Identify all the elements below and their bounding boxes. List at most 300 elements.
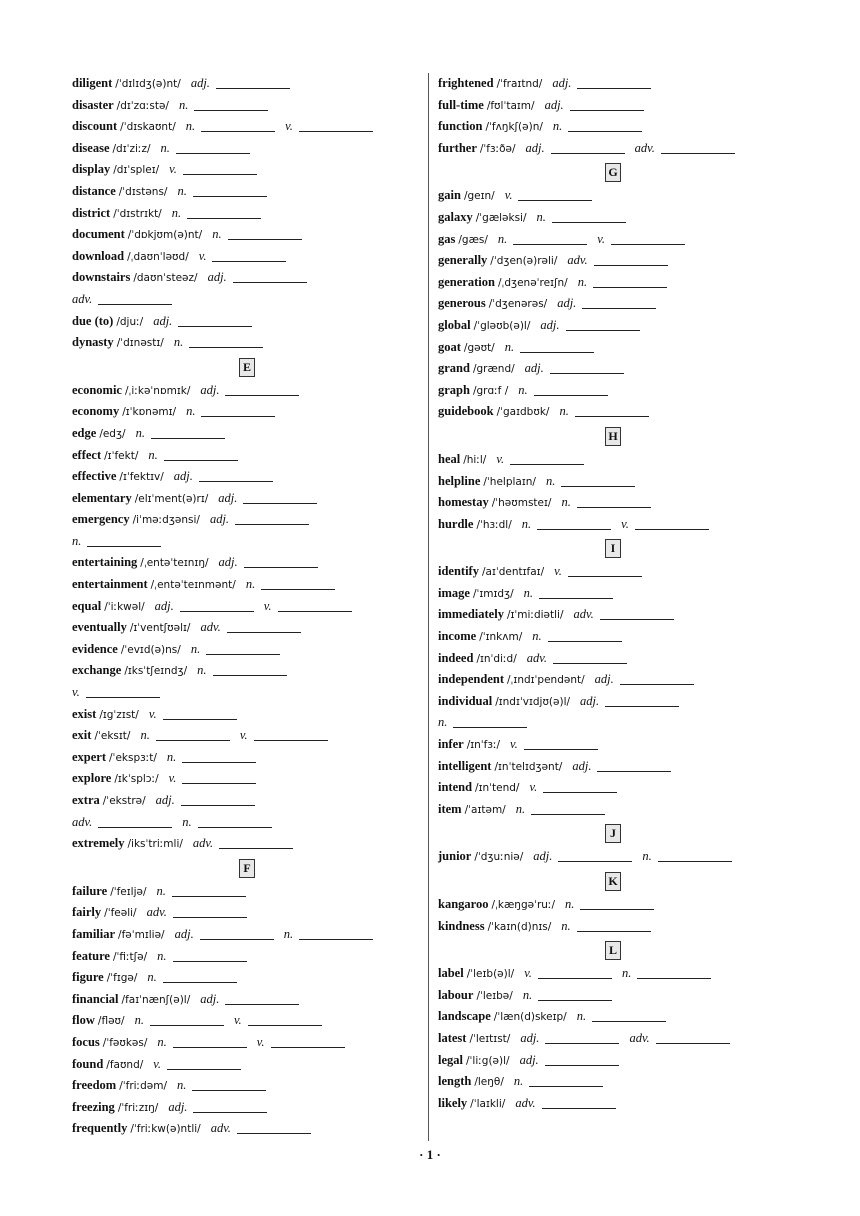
part-of-speech: n.: [561, 918, 571, 933]
answer-blank[interactable]: [151, 425, 225, 439]
answer-blank[interactable]: [172, 883, 246, 897]
part-of-speech: v.: [597, 231, 606, 246]
vocab-entry: [72, 73, 422, 95]
phonetic-transcription: /ˌɪndɪˈpendənt/: [507, 674, 585, 687]
part-of-speech: n.: [157, 1034, 167, 1049]
answer-blank[interactable]: [163, 969, 237, 983]
part-of-speech: adj.: [200, 382, 220, 397]
vocab-entry: [438, 626, 788, 648]
part-of-speech: v.: [153, 1056, 162, 1071]
vocab-word: gas: [438, 231, 456, 246]
answer-blank[interactable]: [180, 598, 254, 612]
part-of-speech: n.: [134, 1013, 144, 1028]
answer-blank[interactable]: [181, 792, 255, 806]
answer-blank[interactable]: [550, 360, 624, 374]
answer-blank[interactable]: [537, 516, 611, 530]
answer-blank[interactable]: [201, 118, 275, 132]
answer-blank[interactable]: [193, 1099, 267, 1113]
answer-blank[interactable]: [510, 451, 584, 465]
vocab-entry: [438, 514, 788, 536]
part-of-speech: n.: [140, 728, 150, 743]
answer-blank[interactable]: [199, 468, 273, 482]
answer-blank[interactable]: [658, 848, 732, 862]
section-letter: I: [605, 539, 621, 558]
answer-blank[interactable]: [225, 991, 299, 1005]
answer-blank[interactable]: [531, 801, 605, 815]
part-of-speech: adj.: [190, 76, 210, 90]
section-letter: H: [605, 427, 621, 446]
part-of-speech: n.: [559, 404, 569, 419]
answer-blank[interactable]: [582, 295, 656, 309]
answer-blank[interactable]: [518, 187, 592, 201]
answer-blank[interactable]: [548, 628, 622, 642]
part-of-speech: adj.: [525, 140, 545, 155]
answer-blank[interactable]: [156, 727, 230, 741]
answer-blank[interactable]: [212, 248, 286, 262]
part-of-speech: n.: [518, 382, 528, 397]
part-of-speech: n.: [283, 926, 294, 941]
answer-blank[interactable]: [163, 706, 237, 720]
vocab-word: generally: [438, 253, 488, 268]
vocab-entry: [438, 712, 788, 734]
vocab-entry: [72, 768, 422, 790]
part-of-speech: n.: [545, 473, 556, 488]
phonetic-transcription: /ɪgˈzɪst/: [99, 708, 139, 721]
answer-blank[interactable]: [198, 814, 272, 828]
part-of-speech: adv.: [210, 1121, 231, 1136]
answer-blank[interactable]: [577, 494, 651, 508]
phonetic-transcription: /ɪˈfekt/: [104, 449, 139, 462]
answer-blank[interactable]: [219, 835, 293, 849]
part-of-speech: n.: [157, 948, 167, 963]
answer-blank[interactable]: [200, 926, 274, 940]
answer-blank[interactable]: [216, 75, 290, 89]
phonetic-transcription: /ɪnˈdiːd/: [476, 652, 517, 665]
answer-blank[interactable]: [167, 1056, 241, 1070]
answer-blank[interactable]: [178, 313, 252, 327]
part-of-speech: n.: [178, 97, 189, 112]
phonetic-transcription: /ˈdʒuːniə/: [474, 851, 524, 864]
vocab-entry: [72, 138, 422, 160]
phonetic-transcription: /ˈfɜːðə/: [479, 142, 516, 155]
vocab-word: emergency: [72, 512, 130, 527]
answer-blank[interactable]: [183, 161, 257, 175]
vocab-word: focus: [72, 1034, 100, 1049]
answer-blank[interactable]: [206, 641, 280, 655]
vocab-word: failure: [72, 883, 108, 898]
answer-blank[interactable]: [551, 140, 625, 154]
vocab-word: effect: [72, 447, 102, 462]
answer-blank[interactable]: [227, 619, 301, 633]
vocab-word: equal: [72, 598, 102, 613]
part-of-speech: adj.: [154, 598, 174, 613]
answer-blank[interactable]: [539, 585, 613, 599]
part-of-speech: adj.: [544, 97, 564, 112]
vocab-word: financial: [72, 991, 119, 1006]
part-of-speech: adv.: [192, 836, 214, 851]
vocab-entry: [72, 203, 422, 225]
answer-blank[interactable]: [248, 1012, 322, 1026]
answer-blank[interactable]: [98, 291, 172, 305]
answer-blank[interactable]: [656, 1030, 730, 1044]
vocab-entry: [72, 574, 422, 596]
vocab-word: further: [438, 140, 477, 155]
part-of-speech: adj.: [519, 1052, 539, 1067]
vocab-word: likely: [438, 1095, 468, 1110]
phonetic-transcription: /ˈevɪd(ə)ns/: [120, 643, 181, 656]
vocab-word: extra: [72, 793, 100, 807]
answer-blank[interactable]: [568, 118, 642, 132]
phonetic-transcription: /ˈleɪb(ə)l/: [466, 968, 515, 981]
vocab-entry: [72, 989, 422, 1011]
part-of-speech: n.: [212, 227, 222, 242]
vocab-word: kangaroo: [438, 897, 489, 911]
section-letter: E: [239, 358, 255, 377]
vocab-entry: [72, 1097, 422, 1119]
answer-blank[interactable]: [243, 490, 317, 504]
part-of-speech: adv.: [629, 1030, 650, 1045]
phonetic-transcription: /ˈdʒen(ə)rəli/: [490, 255, 558, 268]
answer-blank[interactable]: [594, 252, 668, 266]
answer-blank[interactable]: [228, 226, 302, 240]
answer-blank[interactable]: [225, 382, 299, 396]
part-of-speech: adj.: [153, 313, 173, 328]
section-letter-row: [438, 868, 788, 894]
part-of-speech: adj.: [155, 793, 175, 807]
vocab-word: goat: [438, 339, 461, 354]
vocab-word: item: [438, 801, 462, 816]
answer-blank[interactable]: [237, 1120, 311, 1134]
vocab-word: exist: [72, 706, 97, 721]
vocab-entry: [438, 293, 788, 315]
vocab-entry: [72, 596, 422, 618]
phonetic-transcription: /ˈfeəli/: [104, 907, 137, 920]
vocab-entry: [72, 881, 422, 903]
answer-blank[interactable]: [597, 758, 671, 772]
part-of-speech: adj.: [207, 270, 227, 285]
vocab-word: diligent: [72, 76, 113, 90]
vocab-entry: [438, 471, 788, 493]
part-of-speech: n.: [185, 119, 196, 134]
phonetic-transcription: /ɪnˈtend/: [475, 782, 520, 795]
answer-blank[interactable]: [173, 904, 247, 918]
part-of-speech: adj.: [557, 296, 577, 311]
part-of-speech: v.: [529, 780, 538, 795]
vocab-entry: [438, 756, 788, 778]
section-letter-row: [438, 820, 788, 846]
phonetic-transcription: /ˌentəˈteɪnmənt/: [150, 579, 236, 592]
vocab-entry: [438, 185, 788, 207]
right-column: [438, 73, 788, 1114]
vocab-entry: [438, 315, 788, 337]
phonetic-transcription: /ˈgləʊb(ə)l/: [473, 319, 531, 332]
vocab-entry: [72, 1010, 422, 1032]
part-of-speech: adj.: [520, 1030, 540, 1045]
part-of-speech: v.: [504, 188, 513, 203]
part-of-speech: n.: [166, 749, 177, 764]
phonetic-transcription: /ˈdɪstəns/: [118, 185, 168, 198]
phonetic-transcription: /ˈfraɪtnd/: [496, 78, 543, 90]
phonetic-transcription: /ɪnˈfɜː/: [466, 739, 501, 752]
phonetic-transcription: /iˈməːdʒənsi/: [132, 514, 200, 527]
answer-blank[interactable]: [235, 511, 309, 525]
vocab-word: flow: [72, 1013, 95, 1028]
answer-blank[interactable]: [193, 183, 267, 197]
answer-blank[interactable]: [577, 918, 651, 932]
vocab-entry: [72, 682, 422, 704]
part-of-speech: adj.: [218, 490, 238, 505]
answer-blank[interactable]: [150, 1012, 224, 1026]
phonetic-transcription: /ˌkæŋgəˈruː/: [491, 899, 556, 911]
answer-blank[interactable]: [453, 714, 527, 728]
part-of-speech: n.: [561, 495, 571, 510]
phonetic-transcription: /ˈekspɜːt/: [109, 751, 157, 764]
answer-blank[interactable]: [182, 770, 256, 784]
answer-blank[interactable]: [173, 1034, 247, 1048]
vocab-word: independent: [438, 672, 504, 687]
answer-blank[interactable]: [271, 1034, 345, 1048]
part-of-speech: n.: [565, 897, 575, 911]
part-of-speech: adj.: [594, 672, 614, 687]
answer-blank[interactable]: [538, 987, 612, 1001]
answer-blank[interactable]: [534, 382, 608, 396]
answer-blank[interactable]: [98, 814, 172, 828]
answer-blank[interactable]: [278, 598, 352, 612]
part-of-speech: n.: [532, 629, 542, 644]
part-of-speech: adv.: [72, 814, 93, 829]
answer-blank[interactable]: [637, 965, 711, 979]
phonetic-transcription: /dɪˈspleɪ/: [113, 164, 160, 177]
vocab-entry: [438, 561, 788, 583]
answer-blank[interactable]: [213, 662, 287, 676]
part-of-speech: adj.: [524, 361, 544, 376]
vocab-word: evidence: [72, 641, 118, 656]
part-of-speech: n.: [135, 425, 145, 440]
vocab-entry: [72, 531, 422, 553]
answer-blank[interactable]: [189, 334, 263, 348]
vocab-word: eventually: [72, 620, 127, 635]
vocab-entry: [72, 1032, 422, 1054]
vocab-word: indeed: [438, 650, 474, 665]
answer-blank[interactable]: [176, 140, 250, 154]
vocab-word: frequently: [72, 1121, 128, 1136]
part-of-speech: adj.: [533, 849, 553, 864]
answer-blank[interactable]: [542, 1095, 616, 1109]
phonetic-transcription: /ˈdʒenərəs/: [488, 298, 548, 311]
answer-blank[interactable]: [182, 749, 256, 763]
vocab-entry: [72, 95, 422, 117]
vocab-word: district: [72, 205, 111, 220]
answer-blank[interactable]: [529, 1073, 603, 1087]
vocab-word: generous: [438, 296, 486, 311]
vocab-entry: [438, 73, 788, 95]
answer-blank[interactable]: [592, 1008, 666, 1022]
phonetic-transcription: /ˈɪmɪdʒ/: [472, 587, 514, 600]
part-of-speech: adv.: [526, 650, 547, 665]
vocab-entry: [438, 691, 788, 713]
vocab-entry: [438, 604, 788, 626]
answer-blank[interactable]: [545, 1030, 619, 1044]
phonetic-transcription: /ˈfəʊkəs/: [102, 1036, 148, 1049]
vocab-entry: [72, 833, 422, 855]
answer-blank[interactable]: [543, 779, 617, 793]
answer-blank[interactable]: [570, 97, 644, 111]
section-letter: F: [239, 859, 255, 878]
vocab-word: hurdle: [438, 516, 474, 531]
part-of-speech: v.: [169, 162, 177, 177]
vocab-word: global: [438, 317, 471, 332]
answer-blank[interactable]: [558, 848, 632, 862]
vocab-word: document: [72, 227, 125, 242]
phonetic-transcription: /ˈeksɪt/: [94, 730, 131, 743]
part-of-speech: v.: [621, 516, 629, 531]
vocab-word: effective: [72, 469, 117, 484]
vocab-entry: [438, 207, 788, 229]
vocab-word: galaxy: [438, 209, 473, 224]
part-of-speech: v.: [554, 564, 562, 579]
phonetic-transcription: /ˌdʒenəˈreɪʃn/: [497, 276, 568, 289]
phonetic-transcription: /ˈfʌŋkʃ(ə)n/: [485, 121, 543, 134]
answer-blank[interactable]: [568, 563, 642, 577]
part-of-speech: n.: [621, 966, 632, 981]
answer-blank[interactable]: [580, 896, 654, 910]
column-divider: [428, 73, 429, 1141]
vocab-word: edge: [72, 425, 97, 440]
part-of-speech: n.: [171, 205, 182, 220]
phonetic-transcription: /ˈdɪstrɪkt/: [113, 207, 162, 220]
answer-blank[interactable]: [86, 684, 160, 698]
vocab-entry: [438, 1006, 788, 1028]
phonetic-transcription: /ˈgæləksi/: [475, 211, 527, 224]
vocab-entry: [438, 250, 788, 272]
vocab-word: economy: [72, 404, 120, 419]
part-of-speech: adv.: [573, 607, 594, 622]
vocab-entry: [72, 181, 422, 203]
vocab-word: guidebook: [438, 404, 494, 419]
answer-blank[interactable]: [513, 231, 587, 245]
answer-blank[interactable]: [194, 97, 268, 111]
phonetic-transcription: /ˈhɜːdl/: [476, 518, 512, 531]
answer-blank[interactable]: [192, 1077, 266, 1091]
part-of-speech: n.: [148, 447, 158, 462]
answer-blank[interactable]: [605, 693, 679, 707]
answer-blank[interactable]: [661, 140, 735, 154]
phonetic-transcription: /ˈhelplaɪn/: [483, 475, 536, 488]
part-of-speech: n.: [156, 883, 166, 898]
vocab-word: found: [72, 1056, 104, 1071]
part-of-speech: n.: [245, 577, 256, 592]
answer-blank[interactable]: [164, 447, 238, 461]
part-of-speech: n.: [497, 231, 508, 246]
phonetic-transcription: /ɪkˈsplɔː/: [114, 773, 159, 786]
answer-blank[interactable]: [577, 75, 651, 89]
answer-blank[interactable]: [545, 1052, 619, 1066]
phonetic-transcription: /ˈdɒkjʊm(ə)nt/: [127, 229, 203, 242]
part-of-speech: n.: [147, 970, 157, 985]
phonetic-transcription: /fʊlˈtaɪm/: [486, 99, 535, 112]
part-of-speech: n.: [72, 533, 82, 548]
vocab-word: extremely: [72, 836, 125, 851]
vocab-word: due (to): [72, 313, 114, 328]
phonetic-transcription: /ɪˈfektɪv/: [119, 471, 164, 484]
vocab-word: discount: [72, 119, 118, 134]
phonetic-transcription: /ˈdɪskaʊnt/: [120, 121, 176, 134]
vocab-entry: [438, 449, 788, 471]
answer-blank[interactable]: [566, 317, 640, 331]
answer-blank[interactable]: [553, 650, 627, 664]
answer-blank[interactable]: [187, 205, 261, 219]
phonetic-transcription: /fəˈmɪliə/: [118, 928, 165, 941]
vocab-word: distance: [72, 183, 116, 198]
part-of-speech: adv.: [72, 291, 93, 306]
phonetic-transcription: /dɪˈziːz/: [112, 142, 151, 155]
vocab-word: generation: [438, 274, 495, 289]
answer-blank[interactable]: [635, 516, 709, 530]
vocab-entry: [72, 246, 422, 268]
section-letter: L: [605, 941, 621, 960]
part-of-speech: v.: [263, 598, 272, 613]
answer-blank[interactable]: [244, 554, 318, 568]
answer-blank[interactable]: [524, 736, 598, 750]
part-of-speech: n.: [577, 274, 588, 289]
answer-blank[interactable]: [538, 965, 612, 979]
answer-blank[interactable]: [201, 403, 275, 417]
answer-blank[interactable]: [611, 231, 685, 245]
answer-blank[interactable]: [173, 948, 247, 962]
part-of-speech: v.: [496, 451, 505, 466]
phonetic-transcription: /ˈfiːtʃə/: [112, 950, 148, 963]
answer-blank[interactable]: [575, 403, 649, 417]
answer-blank[interactable]: [552, 209, 626, 223]
part-of-speech: adj.: [173, 469, 193, 484]
vocab-word: entertaining: [72, 555, 138, 570]
phonetic-transcription: /ˈfriːdəm/: [119, 1080, 167, 1093]
phonetic-transcription: /fləʊ/: [97, 1015, 125, 1028]
part-of-speech: n.: [173, 335, 184, 350]
answer-blank[interactable]: [600, 606, 674, 620]
answer-blank[interactable]: [254, 727, 328, 741]
vocab-word: exit: [72, 728, 92, 743]
vocab-entry: [438, 95, 788, 117]
answer-blank[interactable]: [87, 533, 161, 547]
answer-blank[interactable]: [233, 269, 307, 283]
vocab-entry: [72, 790, 422, 812]
answer-blank[interactable]: [299, 118, 373, 132]
vocab-entry: [438, 358, 788, 380]
answer-blank[interactable]: [620, 671, 694, 685]
vocab-word: expert: [72, 749, 107, 764]
vocab-entry: [72, 1054, 422, 1076]
vocab-entry: [438, 648, 788, 670]
phonetic-transcription: /ˈaɪtəm/: [464, 803, 506, 816]
vocab-word: function: [438, 119, 483, 134]
part-of-speech: n.: [513, 1074, 524, 1089]
answer-blank[interactable]: [593, 274, 667, 288]
phonetic-transcription: /ɪnˈtelɪdʒənt/: [494, 760, 563, 773]
vocab-word: latest: [438, 1030, 467, 1045]
answer-blank[interactable]: [520, 339, 594, 353]
answer-blank[interactable]: [261, 576, 335, 590]
answer-blank[interactable]: [561, 473, 635, 487]
phonetic-transcription: /ˈiːkwəl/: [104, 600, 145, 613]
part-of-speech: n.: [182, 814, 192, 829]
vocab-word: homestay: [438, 495, 489, 510]
vocab-entry: [438, 272, 788, 294]
vocab-entry: [72, 1118, 422, 1140]
vocab-entry: [438, 894, 788, 916]
answer-blank[interactable]: [299, 926, 373, 940]
part-of-speech: n.: [197, 663, 207, 678]
